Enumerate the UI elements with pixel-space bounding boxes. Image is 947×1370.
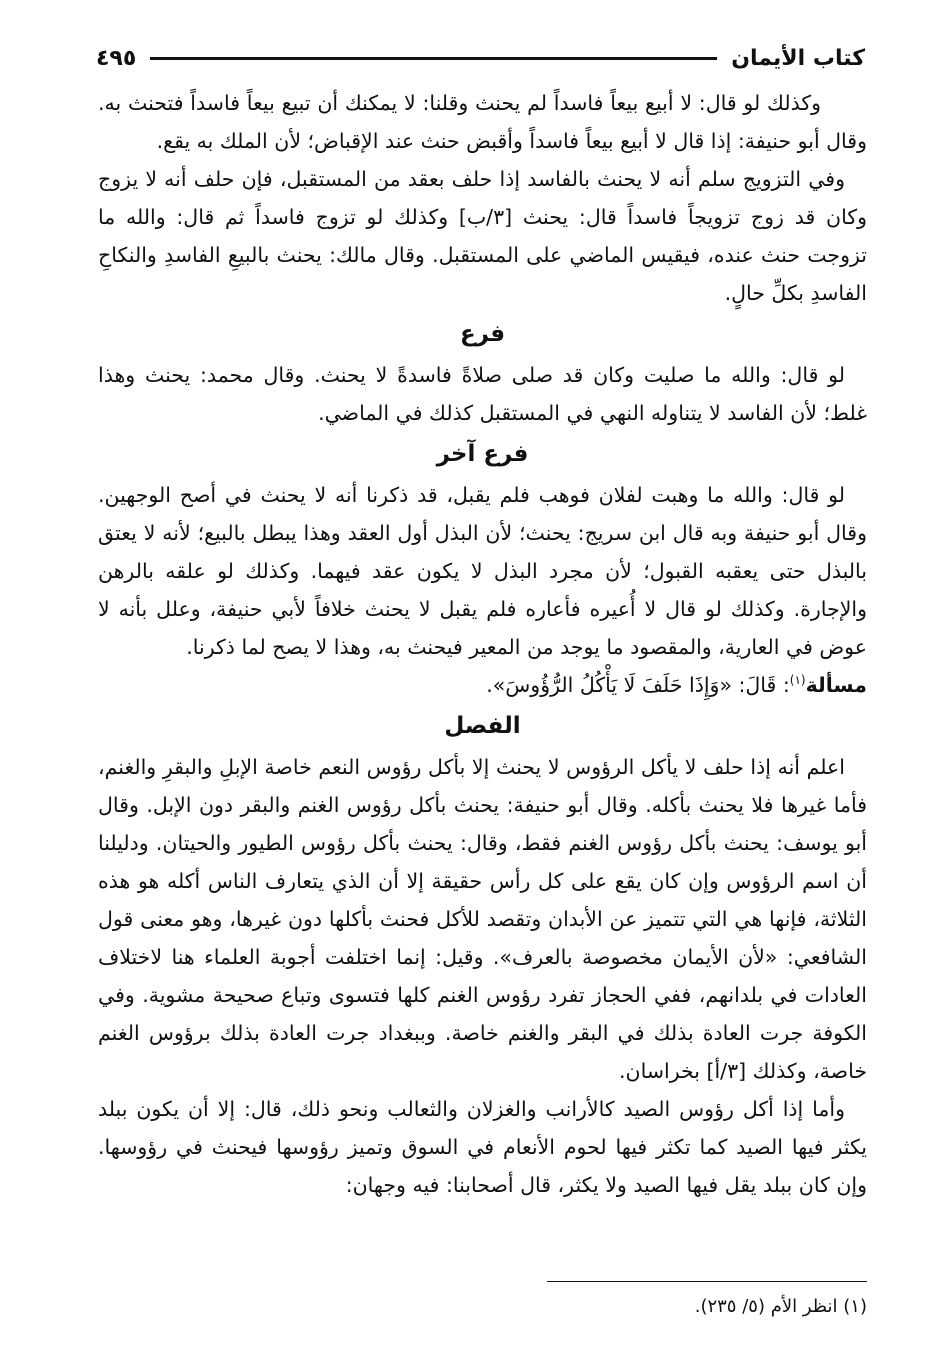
paragraph: وأما إذا أكل رؤوس الصيد كالأرانب والغزلان والثعالب ونحو ذلك، قال: إلا أن يكون ببلد يكثر فيها الصيد كما تكثر فيها لحوم الأنعام في السوق وتميز رؤوسها فيحنث في رؤوسها. وإن كان ببلد يقل فيها الصيد ولا يكثر، قال أصحابنا: فيه وجهان: — [98, 1097, 867, 1197]
header-rule — [150, 57, 717, 60]
issue-label: مسألة — [805, 673, 867, 697]
page-header — [96, 38, 865, 78]
page-number: ٤٩٥ — [96, 45, 137, 71]
paragraph: اعلم أنه إذا حلف لا يأكل الرؤوس لا يحنث إلا بأكل رؤوس النعم خاصة الإبلِ والبقرِ والغنم، فأما غيرها فلا يحنث بأكله. وقال أبو حنيفة: يحنث بأكل رؤوس الغنم والبقر دون الإبل. وقال أبو يوسف: يحنث بأكل رؤوس الغنم فقط، وقال: يحنث بأكل رؤوس الطيور والحيتان. ودليلنا أن اسم الرؤوس وإن كان يقع على كل رأس حقيقة إلا أن الذي يتعارف الناس أكله هو هذه الثلاثة، فإنها هي التي تتميز عن الأبدان وتقصد للأكل فحنث بأكلها دون غيرها، وهو معنى قول الشافعي: «لأن الأيمان مخصوصة بالعرف». وقيل: إنما اختلفت أجوبة العلماء هنا لاختلاف العادات في بلدانهم، ففي الحجاز تفرد رؤوس الغنم كلها فتسوى وتباع صحيحة مشوية. وفي الكوفة جرت العادة بذلك في البقر والغنم خاصة. وببغداد جرت العادة بذلك برؤوس الغنم خاصة، وكذلك [٣/أ] بخراسان. — [98, 755, 867, 1083]
issue-text: : قَالَ: «وَإِذَا حَلَفَ لَا يَأْكُلُ الرُّؤُوسَ». — [486, 673, 790, 697]
section-heading-far-akhar: فرع آخر — [436, 441, 529, 467]
footnote-marker: (١) — [789, 673, 806, 688]
paragraph: وكذلك لو قال: لا أبيع بيعاً فاسداً لم يحنث وقلنا: لا يمكنك أن تبيع بيعاً فاسداً فتحنث به. وقال أبو حنيفة: إذا قال لا أبيع بيعاً فاسداً وأقبض حنث عند الإقباض؛ لأن الملك به يقع. — [98, 91, 867, 153]
section-heading-far: فرع — [459, 321, 506, 347]
page-body — [98, 84, 867, 1204]
running-title: كتاب الأيمان — [731, 45, 865, 71]
section-heading-fasl: الفصل — [444, 713, 521, 739]
paragraph: لو قال: والله ما صليت وكان قد صلى صلاةً فاسدةً لا يحنث. وقال محمد: يحنث وهذا غلط؛ لأن الفاسد لا يتناوله النهي في المستقبل كذلك في الماضي. — [98, 363, 867, 425]
paragraph: لو قال: والله ما وهبت لفلان فوهب فلم يقبل، قد ذكرنا أنه لا يحنث في أصح الوجهين. وقال أبو حنيفة وبه قال ابن سريج: يحنث؛ لأن البذل أول العقد وهذا يبطل بالبيع؛ لأنه لا يعتق بالبذل حتى يعقبه القبول؛ لأن مجرد البذل لا يكون عقد فيهما. وكذلك لو علقه بالرهن والإجارة. وكذلك لو قال لا أُعيره فأعاره فلم يقبل لا يحنث خلافاً لأبي حنيفة، وعلل بأنه لا عوض في العارية، والمقصود ما يوجد من المعير فيحنث به، وهذا لا يصح لما ذكرنا. — [98, 483, 867, 659]
footnote: (١) انظر الأم (٥/ ٢٣٥). — [694, 1296, 867, 1317]
paragraph: وفي التزويج سلم أنه لا يحنث بالفاسد إذا حلف بعقد من المستقبل، فإن حلف أنه لا يزوج وكان قد زوج تزويجاً فاسداً قال: يحنث [٣/ب] وكذلك لو تزوج فاسداً ثم قال: والله ما تزوجت حنث عنده، فيقيس الماضي على المستقبل. وقال مالك: يحنث بالبيعِ الفاسدِ والنكاحِ الفاسدِ بكلِّ حالٍ. — [98, 167, 867, 305]
issue-line — [98, 666, 867, 704]
footnote-separator — [547, 1281, 867, 1282]
